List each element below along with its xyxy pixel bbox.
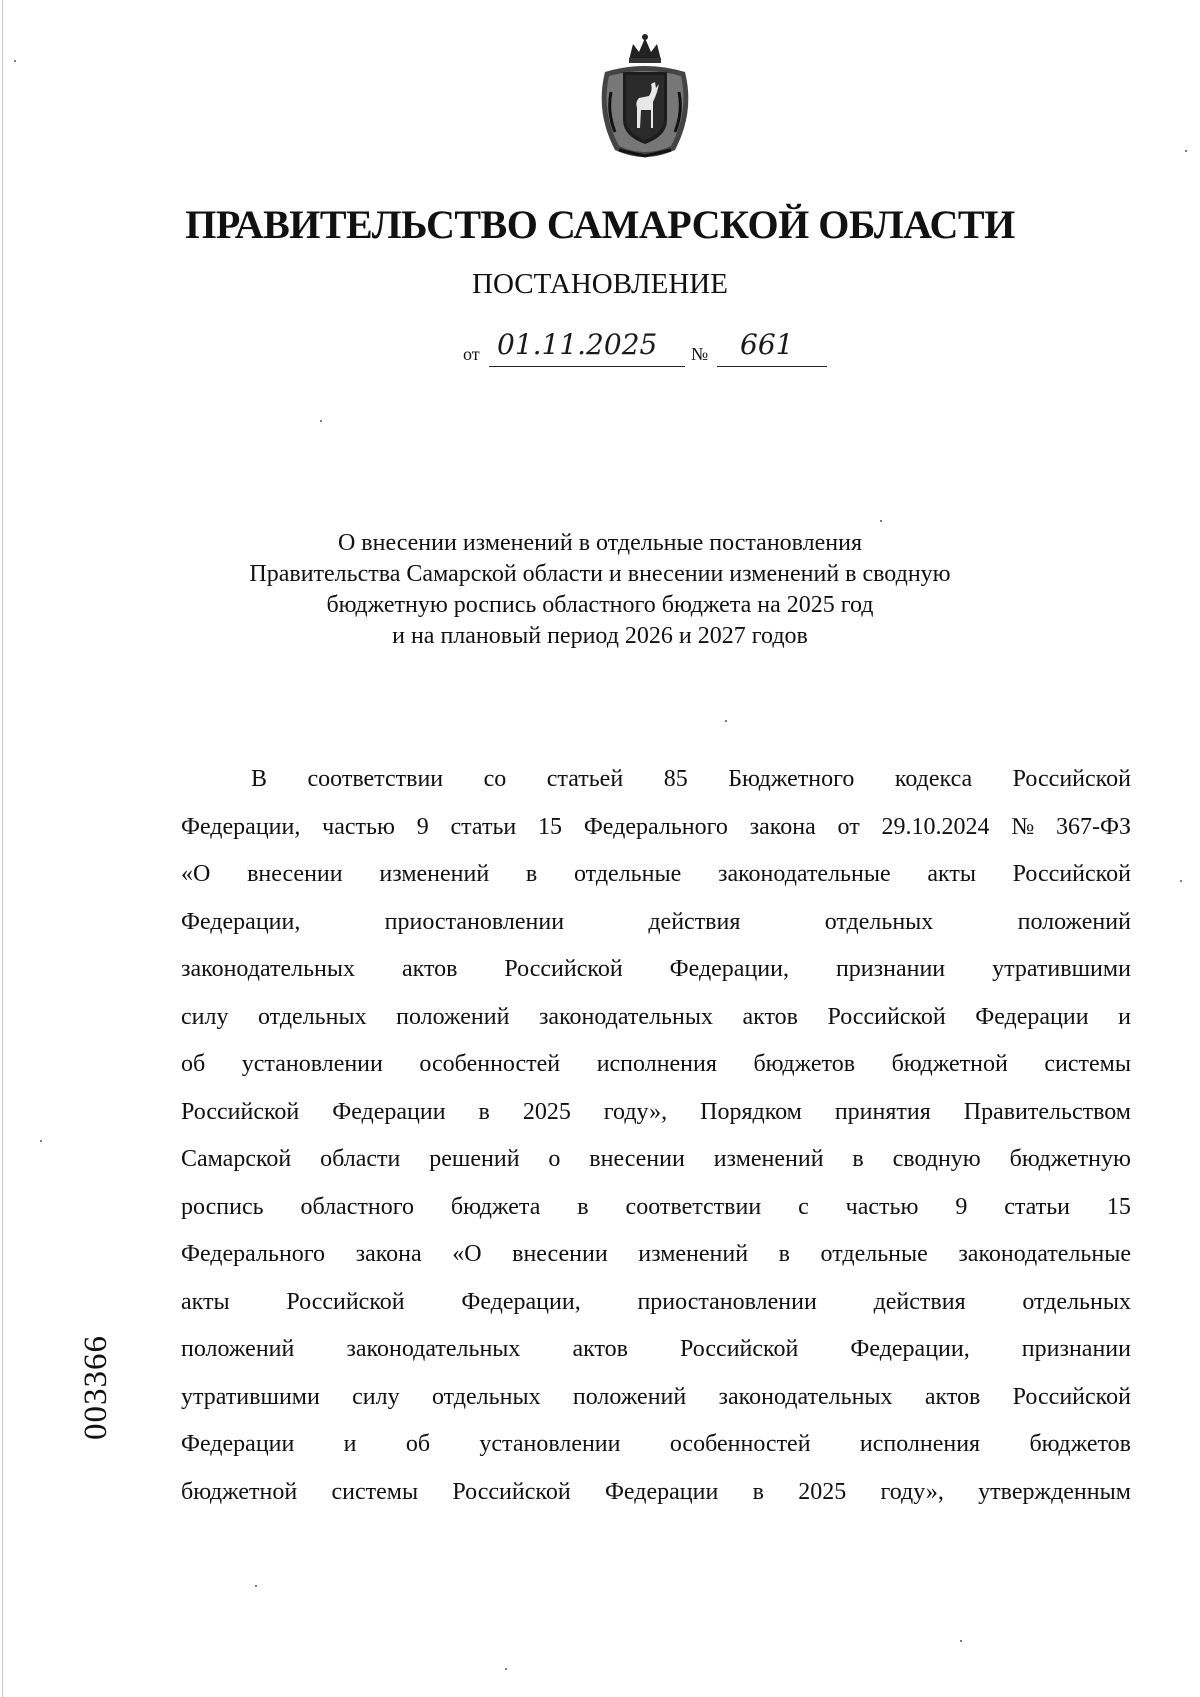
scan-speck: [1185, 150, 1187, 152]
body-word: и: [1118, 1003, 1131, 1030]
body-line: [181, 1374, 1131, 1422]
body-word: положений: [1017, 908, 1131, 935]
body-word: законодательных: [718, 1383, 893, 1410]
body-word: Федерации,: [181, 813, 301, 840]
body-word: в: [778, 1241, 790, 1267]
scan-speck: [320, 420, 322, 422]
body-word: областного: [300, 1193, 414, 1220]
body-word: соответствии: [307, 766, 444, 792]
body-word: году»,: [603, 1098, 668, 1125]
body-word: 9: [416, 813, 429, 840]
body-word: бюджетной: [181, 1478, 298, 1505]
subject-line: Правительства Самарской области и внесении изменений в сводную: [249, 561, 951, 587]
subject-line: бюджетную роспись областного бюджета на 2025 год: [326, 592, 874, 618]
body-word: Самарской: [181, 1146, 292, 1172]
scan-speck: [880, 520, 882, 522]
body-word: утратившими: [992, 956, 1131, 982]
body-word: акты: [181, 1288, 230, 1315]
body-word: 15: [1106, 1193, 1131, 1220]
scan-speck: [40, 1140, 42, 1142]
body-line: [181, 994, 1131, 1042]
body-line: [181, 1326, 1131, 1374]
number-handwritten: 661: [740, 328, 794, 361]
body-word: Правительством: [963, 1098, 1131, 1125]
margin-stamp-number: 003366: [78, 1335, 114, 1440]
body-word: Российской: [680, 1336, 799, 1362]
body-line: [181, 1231, 1131, 1279]
body-line: [181, 1184, 1131, 1232]
body-word: бюджетную: [1009, 1146, 1131, 1172]
body-word: «О: [452, 1241, 482, 1267]
subject-line: и на плановый период 2026 и 2027 годов: [392, 623, 808, 649]
body-word: бюджета: [450, 1193, 541, 1220]
body-word: отдельных: [1022, 1288, 1131, 1315]
body-word: в: [852, 1146, 864, 1172]
body-word: положений: [572, 1383, 687, 1410]
body-word: приостановлении: [637, 1288, 817, 1315]
document-type: ПОСТАНОВЛЕНИЕ: [472, 268, 728, 300]
body-word: от: [837, 813, 860, 840]
body-word: акты: [927, 861, 976, 887]
number-underline: [717, 366, 827, 367]
body-word: 9: [955, 1193, 968, 1220]
body-word: сводную: [892, 1146, 981, 1172]
body-word: отдельных: [431, 1383, 541, 1410]
body-word: особенностей: [419, 1051, 561, 1077]
body-word: Российской: [827, 1003, 946, 1030]
body-word: области: [320, 1146, 401, 1172]
body-word: изменений: [713, 1146, 824, 1172]
body-word: в: [577, 1193, 589, 1220]
body-word: исполнения: [596, 1051, 717, 1077]
body-word: 85: [663, 766, 688, 792]
subject-line: О внесении изменений в отдельные постановления: [337, 530, 863, 556]
body-line: [181, 804, 1131, 852]
body-word: изменений: [379, 861, 490, 887]
body-word: Федерации: [181, 1431, 295, 1457]
scan-speck: [505, 1668, 507, 1670]
body-word: Федерального: [583, 813, 728, 840]
body-word: отдельных: [824, 908, 934, 935]
body-word: Российской: [1012, 766, 1131, 792]
organization-title: ПРАВИТЕЛЬСТВО САМАРСКОЙ ОБЛАСТИ: [185, 202, 1015, 247]
body-word: внесении: [589, 1146, 685, 1172]
date-handwritten: 01.11.2025: [497, 328, 658, 361]
body-word: 2025: [798, 1478, 847, 1505]
body-line: [181, 1089, 1131, 1137]
body-word: решений: [429, 1146, 520, 1172]
date-number-line: [455, 330, 855, 370]
body-word: Бюджетного: [728, 766, 855, 792]
body-word: В: [251, 766, 268, 792]
body-word: Российской: [1012, 861, 1131, 887]
body-word: действия: [873, 1288, 966, 1315]
body-line: [181, 1041, 1131, 1089]
body-word: законодательных: [346, 1336, 521, 1362]
body-word: системы: [331, 1478, 419, 1505]
body-word: установлении: [241, 1051, 383, 1077]
body-word: утвержденным: [978, 1478, 1131, 1505]
date-prefix: от: [463, 344, 480, 364]
body-word: Федерации,: [461, 1288, 581, 1315]
body-word: статьи: [450, 813, 517, 840]
body-word: Российской: [181, 1098, 300, 1125]
body-word: признании: [1021, 1336, 1131, 1362]
body-word: силу: [181, 1003, 229, 1030]
body-word: законодательных: [538, 1003, 713, 1030]
body-line: [181, 946, 1131, 994]
body-word: приостановлении: [384, 908, 565, 935]
body-word: частью: [322, 813, 395, 840]
body-word: 2025: [522, 1098, 571, 1125]
scan-edge: [2, 0, 3, 1697]
body-word: 15: [538, 813, 563, 840]
body-word: силу: [352, 1383, 400, 1410]
body-line: [181, 1469, 1131, 1517]
body-word: об: [405, 1431, 431, 1457]
body-word: статьи: [1004, 1193, 1070, 1220]
body-word: Федерации,: [181, 908, 301, 935]
body-line: [181, 1136, 1131, 1184]
body-word: бюджетов: [753, 1051, 856, 1077]
body-word: системы: [1044, 1051, 1131, 1077]
body-word: в: [525, 861, 538, 887]
body-line: [181, 851, 1131, 899]
body-word: отдельных: [257, 1003, 367, 1030]
body-word: актов: [572, 1336, 628, 1362]
body-line: [181, 1421, 1131, 1469]
scan-speck: [1180, 880, 1182, 882]
body-line: [181, 756, 1131, 804]
body-line: [181, 899, 1131, 947]
body-word: Российской: [452, 1478, 571, 1505]
body-word: Российской: [1012, 1383, 1131, 1410]
body-word: закона: [355, 1241, 422, 1267]
body-word: бюджетов: [1029, 1431, 1131, 1457]
body-word: 367-ФЗ: [1056, 813, 1131, 840]
document-body: [181, 756, 1131, 1516]
body-word: актов: [742, 1003, 798, 1030]
body-word: законодательных: [181, 956, 355, 982]
body-word: частью: [845, 1193, 919, 1220]
body-line: [181, 1279, 1131, 1327]
body-word: №: [1011, 813, 1035, 840]
number-prefix: №: [691, 344, 709, 364]
scan-speck: [255, 1585, 257, 1587]
body-word: положений: [396, 1003, 510, 1030]
scan-speck: [14, 60, 16, 62]
body-word: отдельные: [820, 1241, 928, 1267]
body-word: признании: [835, 956, 946, 982]
body-word: кодекса: [894, 766, 973, 792]
body-word: о: [548, 1146, 561, 1172]
date-underline: [489, 366, 685, 367]
body-word: принятия: [834, 1098, 931, 1125]
body-word: актов: [924, 1383, 981, 1410]
body-word: действия: [648, 908, 741, 935]
body-word: Российской: [286, 1288, 405, 1315]
body-word: в: [478, 1098, 490, 1125]
body-word: актов: [401, 956, 458, 982]
body-word: 29.10.2024: [881, 813, 990, 840]
body-word: закона: [749, 813, 816, 840]
body-word: изменений: [638, 1241, 749, 1267]
body-word: Федерации,: [669, 956, 789, 982]
document-subject: [0, 528, 1200, 652]
body-word: с: [798, 1193, 809, 1220]
body-word: Федерации: [975, 1003, 1089, 1030]
body-word: Федерации: [332, 1098, 446, 1125]
body-word: и: [343, 1431, 357, 1457]
body-word: исполнения: [859, 1431, 981, 1457]
body-word: Российской: [504, 956, 623, 982]
body-word: отдельные: [573, 861, 682, 887]
body-word: особенностей: [669, 1431, 811, 1457]
body-word: внесении: [512, 1241, 608, 1267]
body-word: соответствии: [625, 1193, 762, 1220]
body-word: установлении: [479, 1431, 621, 1457]
body-word: об: [181, 1051, 206, 1077]
scan-speck: [960, 1640, 962, 1642]
body-word: Федерации: [604, 1478, 719, 1505]
body-word: законодательные: [958, 1241, 1131, 1267]
body-word: Федерации,: [850, 1336, 970, 1362]
body-word: положений: [181, 1336, 295, 1362]
body-word: роспись: [181, 1193, 264, 1220]
body-word: статьей: [546, 766, 624, 792]
body-word: году»,: [880, 1478, 944, 1505]
body-word: законодательные: [717, 861, 891, 887]
scan-speck: [725, 720, 727, 722]
body-word: со: [483, 766, 507, 792]
body-word: «О: [181, 861, 211, 887]
body-word: в: [752, 1478, 764, 1505]
body-word: бюджетной: [891, 1051, 1008, 1077]
body-word: Порядком: [700, 1098, 802, 1125]
samara-coat-of-arms-icon: [585, 32, 705, 162]
body-word: утратившими: [181, 1383, 320, 1410]
body-word: внесении: [247, 861, 343, 887]
body-word: Федерального: [181, 1241, 326, 1267]
